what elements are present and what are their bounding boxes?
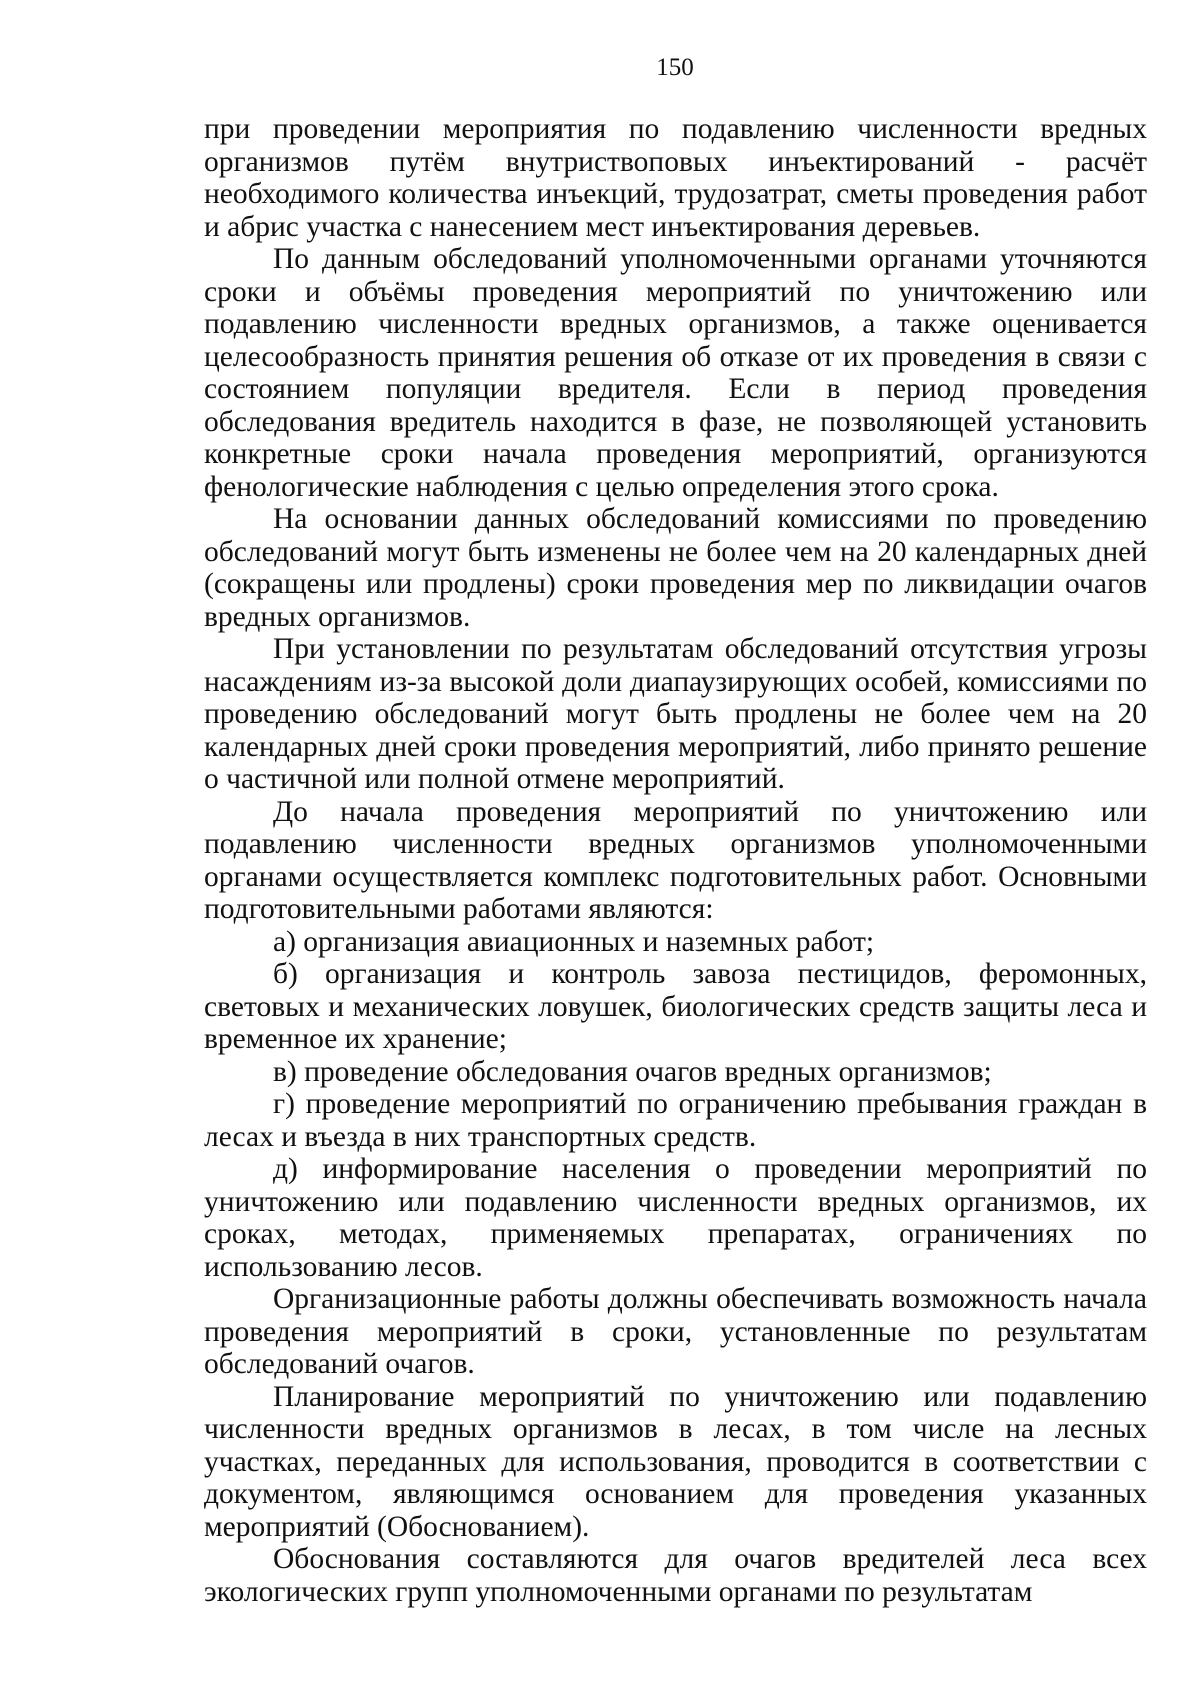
paragraph-organizational-works: Организационные работы должны обеспечивать возможность начала проведения мероприятий в сроки, установленные по результатам обследований очагов.: [204, 1283, 1147, 1380]
list-item-g: г) проведение мероприятий по ограничению пребывания граждан в лесах и въезда в них транспортных средств.: [204, 1088, 1147, 1153]
document-body: [204, 113, 1147, 1608]
page-number: 150: [656, 54, 694, 81]
list-item-b: б) организация и контроль завоза пестицидов, феромонных, световых и механических ловушек, биологических средств защиты леса и временное их хранение;: [204, 958, 1147, 1055]
list-item-a: а) организация авиационных и наземных работ;: [273, 925, 875, 958]
paragraph-diapause: При установлении по результатам обследований отсутствия угрозы насаждениям из-за высокой доли диапаузирующих особей, комиссиями по проведению обследований могут быть продлены не более чем на 20 календарных дней сроки проведения мероприятий, либо принято решение о частичной или полной отмене мероприятий.: [204, 633, 1147, 795]
paragraph-survey-results: По данным обследований уполномоченными органами уточняются сроки и объёмы проведения мероприятий по уничтожению или подавлению численности вредных организмов, а также оценивается целесообразность принятия решения об отказе от их проведения в связи с состоянием популяции вредителя. Если в период проведения обследования вредитель находится в фазе, не позволяющей установить конкретные сроки начала проведения мероприятий, организуются фенологические наблюдения с целью определения этого срока.: [204, 243, 1147, 503]
paragraph-preparatory-works: До начала проведения мероприятий по уничтожению или подавлению численности вредных организмов уполномоченными органами осуществляется комплекс подготовительных работ. Основными подготовительными работами являются:: [204, 795, 1147, 925]
paragraph-commission-changes: На основании данных обследований комиссиями по проведению обследований могут быть изменены не более чем на 20 календарных дней (сокращены или продлены) сроки проведения мер по ликвидации очагов вредных организмов.: [204, 503, 1147, 633]
list-item-d: д) информирование населения о проведении мероприятий по уничтожению или подавлению численности вредных организмов, их сроках, методах, применяемых препаратах, ограничениях по использованию лесов.: [204, 1153, 1147, 1283]
list-item-v: в) проведение обследования очагов вредных организмов;: [273, 1055, 992, 1088]
paragraph-continuation: при проведении мероприятия по подавлению численности вредных организмов путём внутриствоповых инъектирований - расчёт необходимого количества инъекций, трудозатрат, сметы проведения работ и абрис участка с нанесением мест инъектирования деревьев.: [204, 113, 1147, 243]
paragraph-planning: Планирование мероприятий по уничтожению или подавлению численности вредных организмов в лесах, в том числе на лесных участках, переданных для использования, проводится в соответствии с документом, являющимся основанием для проведения указанных мероприятий (Обоснованием).: [204, 1380, 1147, 1543]
paragraph-justifications: Обоснования составляются для очагов вредителей леса всех экологических групп уполномоченными органами по результатам: [204, 1543, 1147, 1608]
